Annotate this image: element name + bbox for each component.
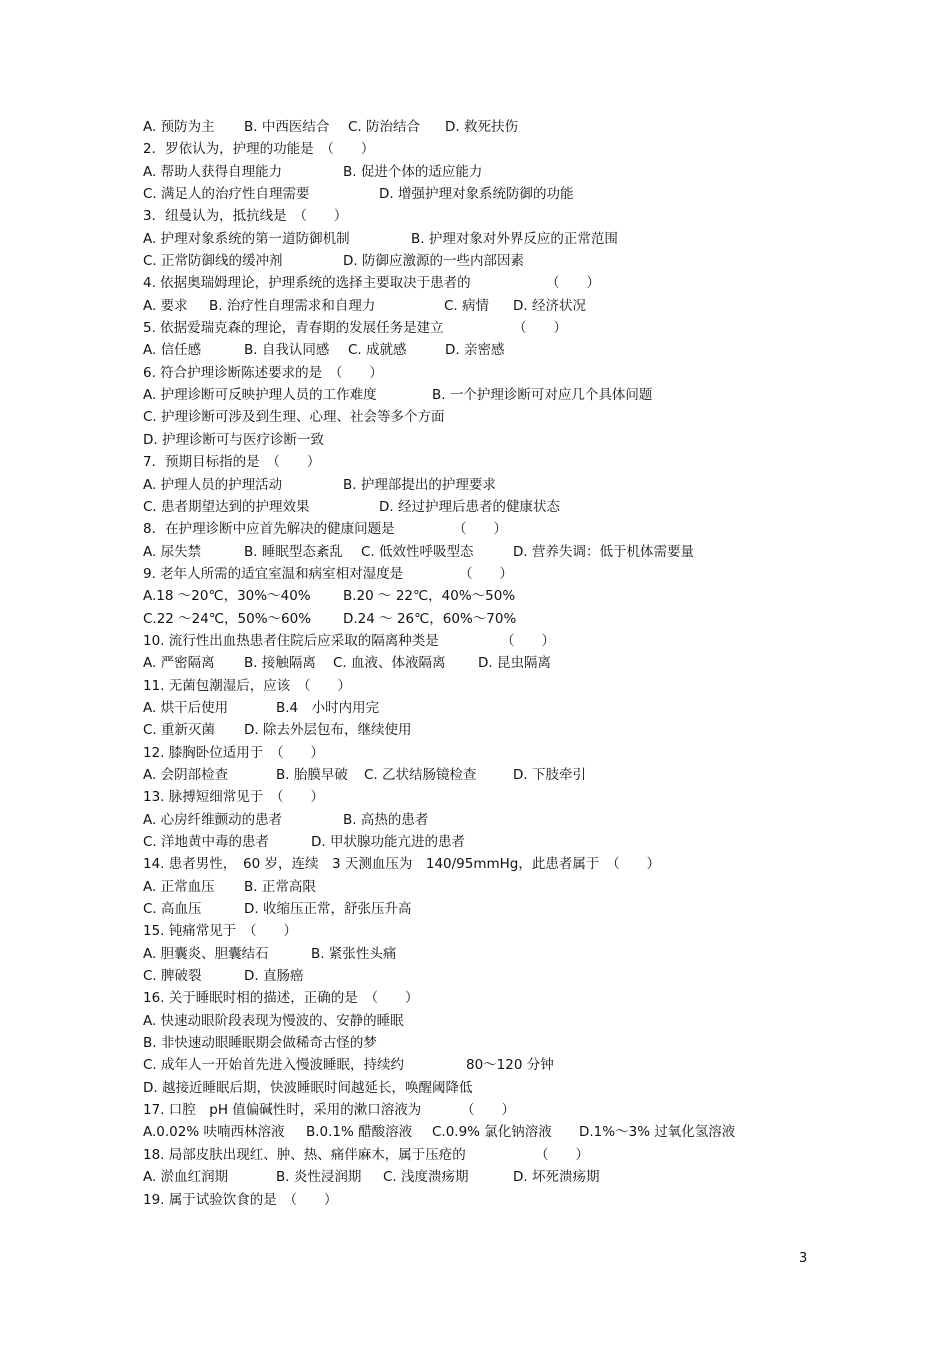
line-text: C.22 ～24℃，50%～60% [143, 610, 312, 627]
line-text: A. 正常血压 [143, 878, 215, 895]
text-line [143, 675, 823, 697]
line-text: 7．预期目标指的是 （ ） [143, 454, 321, 471]
line-text: 9. 老年人所需的适宜室温和病室相对湿度是 [143, 565, 404, 582]
option-text: （ ） [459, 565, 513, 582]
line-text: A. 会阴部检查 [143, 766, 229, 783]
text-line [143, 853, 823, 875]
option-text: （ ） [513, 320, 567, 337]
text-line [143, 630, 823, 652]
option-text: D. 经济状况 [513, 297, 586, 314]
text-line [143, 1054, 823, 1076]
line-text: 17. 口腔 pH 值偏碱性时，采用的漱口溶液为 [143, 1102, 422, 1119]
text-line [143, 183, 823, 205]
text-line [143, 742, 823, 764]
text-line [143, 429, 823, 451]
option-text: B. 胎膜早破 [276, 766, 348, 783]
page-number: 3 [799, 1251, 808, 1266]
line-text: A. 烘干后使用 [143, 699, 229, 716]
text-line [143, 987, 823, 1009]
line-text: A. 预防为主 [143, 119, 215, 135]
line-text: C. 脾破裂 [143, 968, 202, 985]
text-line [143, 943, 823, 965]
text-line [143, 786, 823, 808]
text-line [143, 719, 823, 741]
text-line [143, 831, 823, 853]
option-text: B. 正常高限 [244, 878, 316, 895]
option-text: D. 下肢牵引 [513, 766, 586, 783]
option-text: D.1%～3% 过氧化氢溶液 [579, 1124, 736, 1141]
option-text: D. 昆虫隔离 [478, 655, 551, 672]
option-text: C. 血液、体液隔离 [333, 655, 446, 672]
text-line [143, 496, 823, 518]
option-text: C.0.9% 氯化钠溶液 [432, 1124, 552, 1141]
line-text: B. 非快速动眼睡眠期会做稀奇古怪的梦 [143, 1035, 377, 1052]
option-text: C. 低效性呼吸型态 [361, 543, 474, 560]
line-text: A. 护理对象系统的第一道防御机制 [143, 230, 350, 247]
option-text: C. 成就感 [348, 342, 407, 359]
option-text: （ ） [501, 632, 555, 649]
option-text: D. 坏死溃疡期 [513, 1169, 600, 1186]
text-line [143, 272, 823, 294]
text-line [143, 362, 823, 384]
option-text: B. 炎性浸润期 [276, 1169, 362, 1186]
line-text: A. 淤血红润期 [143, 1169, 229, 1186]
option-text: 80～120 分钟 [466, 1057, 554, 1074]
option-text: D. 增强护理对象系统防御的功能 [379, 186, 574, 203]
option-text: （ ） [453, 521, 507, 538]
line-text: 16. 关于睡眠时相的描述，正确的是 （ ） [143, 990, 419, 1007]
line-text: C. 患者期望达到的护理效果 [143, 498, 310, 515]
text-line [143, 116, 823, 138]
line-text: A. 护理诊断可反映护理人员的工作难度 [143, 387, 377, 404]
option-text: D. 救死扶伤 [445, 119, 518, 135]
line-text: C. 重新灭菌 [143, 722, 216, 739]
option-text: B.0.1% 醋酸溶液 [306, 1124, 413, 1141]
text-line [143, 518, 823, 540]
line-text: 12. 膝胸卧位适用于 （ ） [143, 744, 325, 761]
option-text: B. 促进个体的适应能力 [343, 163, 483, 180]
text-line [143, 161, 823, 183]
option-text: B. 接触隔离 [244, 655, 316, 672]
text-line [143, 608, 823, 630]
line-text: 19. 属于试验饮食的是 （ ） [143, 1191, 338, 1208]
text-line [143, 965, 823, 987]
option-text: C. 乙状结肠镜检查 [364, 766, 477, 783]
option-text: D. 甲状腺功能亢进的患者 [311, 834, 465, 850]
text-line [143, 317, 823, 339]
option-text: D. 经过护理后患者的健康状态 [379, 498, 560, 515]
line-text: D. 越接近睡眠后期，快波睡眠时间越延长，唤醒阈降低 [143, 1079, 473, 1096]
text-line [143, 563, 823, 585]
option-text: B.20 ～ 22℃，40%～50% [343, 588, 516, 605]
option-text: C. 浅度溃疡期 [383, 1169, 469, 1186]
text-line [143, 764, 823, 786]
line-text: 13. 脉搏短细常见于 （ ） [143, 789, 325, 806]
text-line [143, 1189, 823, 1211]
option-text: D.24 ～ 26℃，60%～70% [343, 610, 517, 627]
line-text: 18. 局部皮肤出现红、肿、热、痛伴麻木，属于压疮的 [143, 1146, 466, 1163]
option-text: C. 防治结合 [348, 119, 421, 135]
text-line [143, 697, 823, 719]
option-text: D. 营养失调：低于机体需要量 [513, 543, 694, 560]
line-text: 14. 患者男性， 60 岁，连续 3 天测血压为 140/95mmHg，此患者属于 （ ） [143, 856, 661, 873]
option-text: B. 治疗性自理需求和自理力 [209, 297, 376, 314]
line-text: 4. 依据奥瑞姆理论，护理系统的选择主要取决于患者的 [143, 275, 471, 292]
option-text: B. 高热的患者 [343, 811, 429, 828]
line-text: 5. 依据爱瑞克森的理论，青春期的发展任务是建立 [143, 320, 444, 337]
line-text: A. 信任感 [143, 342, 202, 359]
line-text: C. 满足人的治疗性自理需要 [143, 186, 310, 203]
option-text: B. 护理部提出的护理要求 [343, 476, 496, 493]
line-text: 10. 流行性出血热患者住院后应采取的隔离种类是 [143, 632, 439, 649]
option-text: D. 收缩压正常，舒张压升高 [244, 901, 412, 918]
text-line [143, 384, 823, 406]
option-text: B. 紧张性头痛 [311, 945, 397, 962]
line-text: A. 尿失禁 [143, 543, 202, 560]
question-content [143, 116, 823, 1211]
option-text: D. 除去外层包布，继续使用 [244, 722, 412, 739]
option-text: B.4 小时内用完 [276, 699, 380, 716]
text-line [143, 1032, 823, 1054]
option-text: C. 病情 [444, 297, 490, 314]
text-line [143, 1010, 823, 1032]
text-line [143, 876, 823, 898]
option-text: （ ） [461, 1102, 515, 1119]
line-text: C. 正常防御线的缓冲剂 [143, 253, 283, 270]
text-line [143, 1144, 823, 1166]
text-line [143, 205, 823, 227]
line-text: C. 护理诊断可涉及到生理、心理、社会等多个方面 [143, 409, 445, 426]
line-text: A.0.02% 呋喃西林溶液 [143, 1124, 285, 1141]
text-line [143, 898, 823, 920]
line-text: 15. 钝痛常见于 （ ） [143, 923, 298, 940]
option-text: B. 中西医结合 [244, 119, 330, 135]
line-text: A. 严密隔离 [143, 655, 215, 672]
line-text: A. 帮助人获得自理能力 [143, 163, 283, 180]
text-line [143, 250, 823, 272]
line-text: D. 护理诊断可与医疗诊断一致 [143, 431, 324, 448]
text-line [143, 541, 823, 563]
text-line [143, 1077, 823, 1099]
line-text: 2．罗依认为，护理的功能是 （ ） [143, 141, 375, 158]
option-text: D. 亲密感 [445, 342, 505, 359]
line-text: A.18 ～20℃，30%～40% [143, 588, 311, 605]
line-text: C. 成年人一开始首先进入慢波睡眠，持续约 [143, 1057, 405, 1074]
text-line [143, 1121, 823, 1143]
option-text: B. 一个护理诊断可对应几个具体问题 [432, 387, 653, 404]
line-text: A. 护理人员的护理活动 [143, 476, 283, 493]
text-line [143, 228, 823, 250]
text-line [143, 1166, 823, 1188]
line-text: 6. 符合护理诊断陈述要求的是 （ ） [143, 364, 383, 381]
text-line [143, 295, 823, 317]
line-text: A. 胆囊炎、胆囊结石 [143, 945, 269, 962]
option-text: B. 自我认同感 [244, 342, 330, 359]
line-text: 3．纽曼认为，抵抗线是 （ ） [143, 208, 348, 225]
line-text: A. 快速动眼阶段表现为慢波的、安静的睡眠 [143, 1012, 404, 1029]
line-text: A. 心房纤维颤动的患者 [143, 811, 283, 828]
text-line [143, 1099, 823, 1121]
option-text: D. 直肠癌 [244, 968, 304, 985]
line-text: 8．在护理诊断中应首先解决的健康问题是 [143, 521, 395, 538]
text-line [143, 451, 823, 473]
text-line [143, 406, 823, 428]
option-text: （ ） [535, 1146, 589, 1163]
text-line [143, 585, 823, 607]
text-line [143, 652, 823, 674]
option-text: B. 睡眠型态紊乱 [244, 543, 343, 560]
text-line [143, 474, 823, 496]
text-line [143, 339, 823, 361]
option-text: D. 防御应激源的一些内部因素 [343, 253, 524, 270]
line-text: A. 要求 [143, 297, 188, 314]
text-line [143, 138, 823, 160]
option-text: （ ） [546, 275, 600, 292]
option-text: B. 护理对象对外界反应的正常范围 [411, 230, 618, 247]
line-text: C. 洋地黄中毒的患者 [143, 834, 270, 850]
line-text: 11. 无菌包潮湿后，应该 （ ） [143, 677, 352, 694]
text-line [143, 809, 823, 831]
text-line [143, 920, 823, 942]
line-text: C. 高血压 [143, 901, 202, 918]
